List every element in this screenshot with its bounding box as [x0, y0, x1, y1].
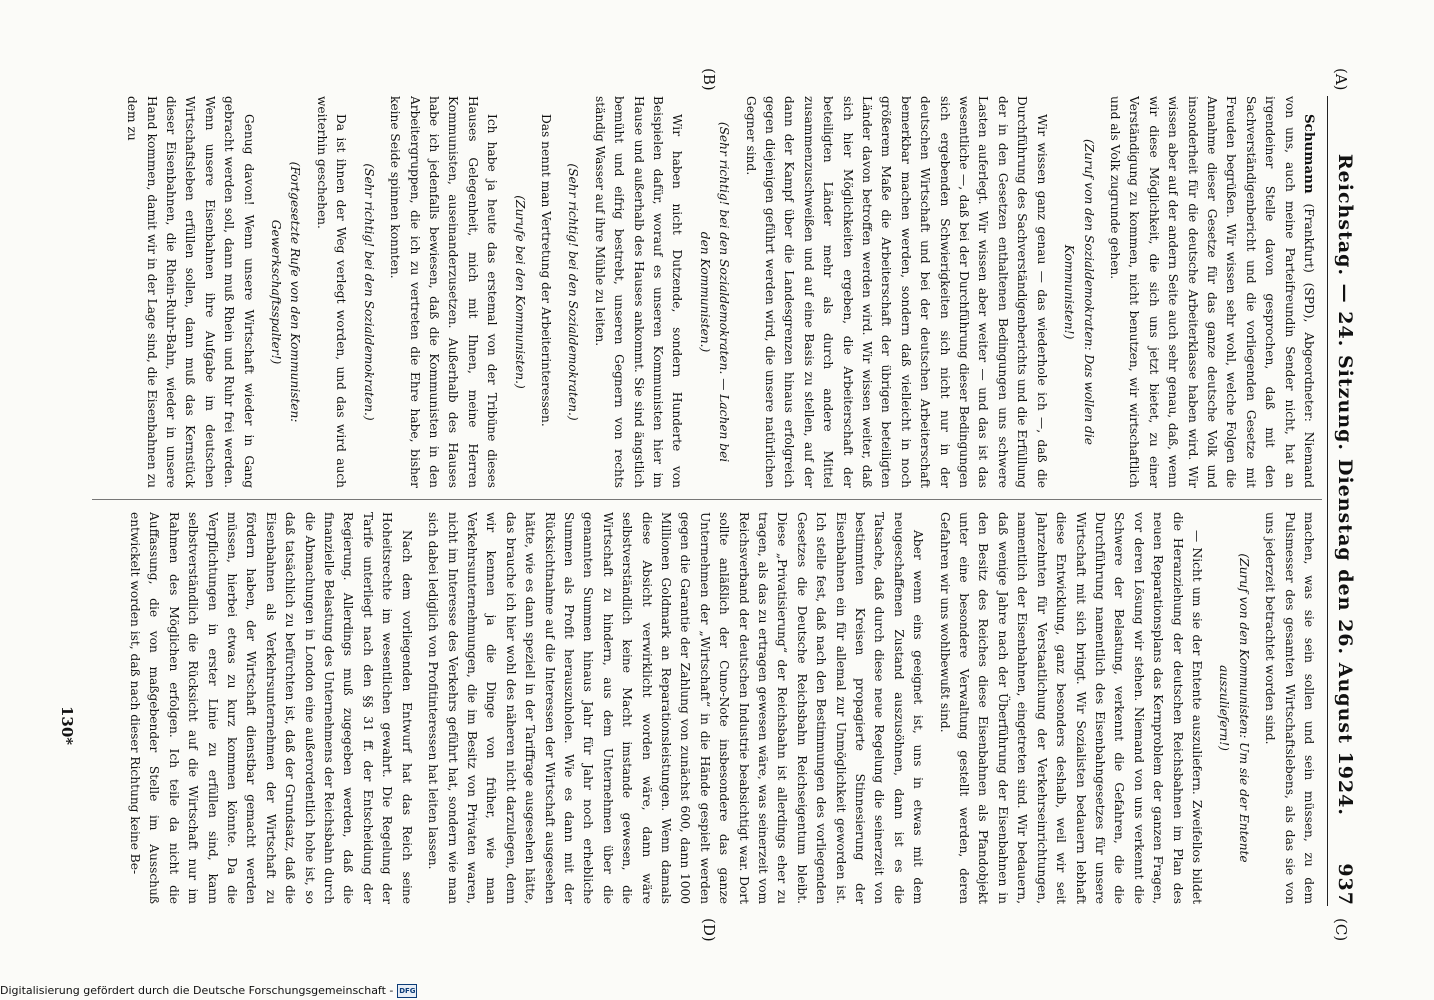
digitization-text: Digitalisierung gefördert durch die Deutsche Forschungsgemeinschaft -: [0, 984, 394, 997]
speech-text: (Frankfurt) (SPD), Abgeordneter: Niemand von uns, auch meine Parteifreundin Sender nicht, hat an irgendeiner Stelle davon gesprochen, daß mit den Sachverständigenbericht und die vorliegenden Gesetze mit Freuden begrüßen. Wir wissen sehr wohl, welche Folgen die Annahme dieser Gesetze für das ganze deutsche Volk und insonderheit für die deutsche Arbeiterklasse haben wird. Wir wissen aber auf der andern Seite auch sehr genau, daß, wenn wir diese Möglichkeit, die sich uns jetzt bietet, zu einer Verständigung zu kommen, nicht benutzen, wir wirtschaftlich und als Volk zugrunde gehen.: [1107, 96, 1316, 488]
interjection: (Sehr richtig! bei den Sozialdemokraten. — Lachen bei den Kommunisten.): [697, 121, 732, 463]
interjection: (Zurufe bei den Kommunisten.): [512, 195, 527, 389]
signature-mark: 130*: [58, 706, 76, 746]
margin-letter-b: (B): [700, 68, 718, 91]
speaker-name: Schumann: [1301, 114, 1317, 194]
speech-paragraph: Wir haben nicht Dutzende, sondern Hunderte von Beispielen dafür, worauf es unseren Kommunisten hier im Hause und außerhalb des Hauses ankommt. Sie sind ängstlich bemüht und eifrig bestrebt, unseren Gegnern von rechts ständig Wasser auf ihre Mühle zu leiten.: [592, 96, 685, 488]
speech-paragraph: machen, was sie sein sollen und sein müssen, zu dem Pulsmesser des gesamten Wirtschaftslebens, als das sie von uns jederzeit betrachtet worden sind.: [1263, 512, 1316, 904]
digitization-footer: [0, 980, 1434, 1000]
session-title: Reichstag. — 24. Sitzung.: [1334, 153, 1356, 451]
speech-paragraph: — Nicht um sie der Entente auszuliefern. Zweifellos bildet die Heranziehung der deutschen Reichsbahnen im Plan des neuen Reparationsplans das Kernproblem der ganzen Fragen, vor deren Lösung wir stehen. Niemand von uns verkennt die Schwere der Belastung, verkennt die Gefahren, die die Durchführung namentlich des Eisenbahngesetzes für unsere Wirtschaft mit sich bringt. Wir Sozialisten bedauern lebhaft diese Entwicklung, ganz besonders deshalb, weil wir seit Jahrzehnten für Verstaatlichung der Verkehrseinrichtungen, namentlich der Eisenbahnen, eingetreten sind. Wir bedauern, daß wenige Jahre nach der Überführung der Eisenbahnen in den Besitz des Reiches diese Eisenbahnen als Pfandobjekt unter eine besondere Verwaltung gestellt werden, deren Gefahren wir uns wohlbewußt sind.: [937, 512, 1204, 904]
interjection: (Sehr richtig! bei den Sozialdemokraten.): [361, 163, 376, 421]
margin-letter-d: (D): [700, 918, 718, 942]
speech-paragraph: Wir wissen ganz genau — das wiederhole ich —, daß die Durchführung des Sachverständigenberichts und die Erfüllung der in den Gesetzen enthaltenen Bedingungen uns schwere Lasten auferlegt. Wir wissen aber weiter — und das ist das wesentliche —, daß bei der Durchführung dieser Bedingungen sich ergebenden Schwierigkeiten sich nicht nur in der deutschen Wirtschaft und bei der deutschen Arbeiterschaft bemerkbar machen werden, sondern daß vielleicht in noch größerem Maße die Arbeiterschaft der übrigen beteiligten Länder davon betroffen werden wird. Wir wissen weiter, daß sich hier Möglichkeiten ergeben, die Arbeiterschaft der beteiligten Länder mehr als durch andere Mittel zusammenzuschweißen und auf eine Basis zu stellen, auf der dann der Kampf über die Landesgrenzen hinaus erfolgreich gegen diejenigen geführt werden wird, die unsere natürlichen Gegner sind.: [743, 96, 1049, 488]
digitization-note: [0, 984, 417, 998]
speech-paragraph: Aber wenn eins geeignet ist, uns in etwas mit dem neugeschaffenen Zustand auszusöhnen, dann ist es die Tatsache, daß durch diese neue Regelung die seinerzeit von bestimmten Kreisen propagierte Stinnesierung der Eisenbahnen ein für allemal zur Unmöglichkeit geworden ist. Ich stelle fest, daß nach den Bestimmungen des vorliegenden Gesetzes die Deutsche Reichsbahn Reichseigentum bleibt. Diese „Privatisierung“ der Reichsbahn ist allerdings eher zu tragen, als das zu ertragen gewesen wäre, was seinerzeit vom Reichsverband der deutschen Industrie beabsichtigt war. Dort sollte anläßlich der Cuno-Note insbesondere das ganze Unternehmen der „Wirtschaft“ in die Hände gespielt werden gegen die Garantie der Zahlung von zunächst 600, dann 1000 Millionen Goldmark an Reparationsleistungen. Wenn damals diese Absicht verwirklicht worden wäre, dann wäre selbstverständlich keine Macht imstande gewesen, die Wirtschaft zu hindern, aus dem Unternehmen über die genannten Summen hinaus Jahr für Jahr noch erhebliche Summen als Profit herauszuholen. Wie es dann mit der Rücksichtnahme auf die Interessen der Wirtschaft ausgesehen hätte, wie es dann speziell in der Tariffrage ausgesehen hätte, das brauche ich hier wohl des näheren nicht darzulegen, denn wir kennen ja die Dinge von früher, wie man Verkehrsunternehmungen, die im Besitz von Privaten waren, nicht im Interesse des Verkehrs geführt hat, sondern wie man sich dabei lediglich von Profitinteressen hat leiten lassen.: [426, 512, 926, 904]
column-divider: [92, 499, 1322, 500]
speech-paragraph: Da ist ihnen der Weg verlegt worden, und das wird auch weiterhin geschehen.: [314, 96, 349, 488]
page-number: 937: [1334, 863, 1356, 906]
running-header: [1326, 96, 1356, 906]
dfg-logo-icon: DFG: [397, 984, 417, 998]
speech-paragraph: Genug davon! Wenn unsere Wirtschaft wieder in Gang gebracht werden soll, dann muß Rhein und Ruhr frei werden. Wenn unsere Eisenbahnen ihre Aufgabe im deutschen Wirtschaftsleben erfüllen sollen, dann muß das Kernstück dieser Eisenbahnen, die Rhein-Ruhr-Bahn, wieder in unsere Hand kommen, damit wir in der Lage sind, die Eisenbahnen zu dem zu: [125, 96, 256, 488]
interjection: (Zuruf von den Sozialdemokraten: Das wollen die Kommunisten!): [1062, 139, 1096, 445]
interjection: (Sehr richtig! bei den Sozialdemokraten.): [566, 163, 581, 421]
speech-paragraph: [1105, 96, 1318, 488]
speech-paragraph: Nach dem vorliegenden Entwurf hat das Reich seine Hoheitsrechte im wesentlichen gewahrt. Die Regelung der Tarife unterliegt nach den §§ 31 ff. der Entscheidung der Regierung. Allerdings muß zugegeben werden, daß die finanzielle Belastung des Unternehmens der Reichsbahn durch die Abmachungen in London eine außerordentlich hohe ist, so daß tatsächlich zu befürchten ist, daß der Grundsatz, daß die Eisenbahnen als Verkehrsunternehmen der Wirtschaft zu fördern haben, der Wirtschaft dienstbar gemacht werden müssen, hierbei etwas zu kurz kommen könnte. Da die Verpflichtungen in erster Linie zu erfüllen sind, kann selbstverständlich die Rücksicht auf die Wirtschaft nur im Rahmen des Möglichen erfolgen. Ich teile da nicht die Auffassung, die von maßgebender Stelle im Ausschuß entwickelt worden ist, daß nach dieser Richtung keine Be-: [128, 512, 414, 904]
speech-paragraph: Ich habe ja heute das erstemal von der Tribüne dieses Hauses Gelegenheit, mich mit Ihnen, meine Herren Kommunisten, auseinanderzusetzen. Außerhalb des Hauses habe ich jedenfalls bewiesen, daß die Kommunisten in den Arbeitergruppen, die ich zu vertreten die Ehre habe, bisher keine Seide spinnen konnten.: [388, 96, 500, 488]
right-column: [92, 512, 1318, 904]
interjection: (Fortgesetzte Rufe von den Kommunisten: Gewerkschaftsspalter!): [269, 161, 303, 423]
margin-letter-c: (C): [1332, 918, 1350, 942]
session-date: Dienstag den 26. August 1924.: [1334, 459, 1356, 816]
header-rule: [1327, 96, 1328, 906]
speech-paragraph: Das nennt man Vertretung der Arbeiterinteressen.: [538, 114, 553, 427]
margin-letter-a: (A): [1332, 68, 1350, 91]
left-column: [92, 96, 1318, 488]
interjection: (Zuruf von den Kommunisten: Um sie der Entente auszuliefern!): [1217, 553, 1251, 863]
